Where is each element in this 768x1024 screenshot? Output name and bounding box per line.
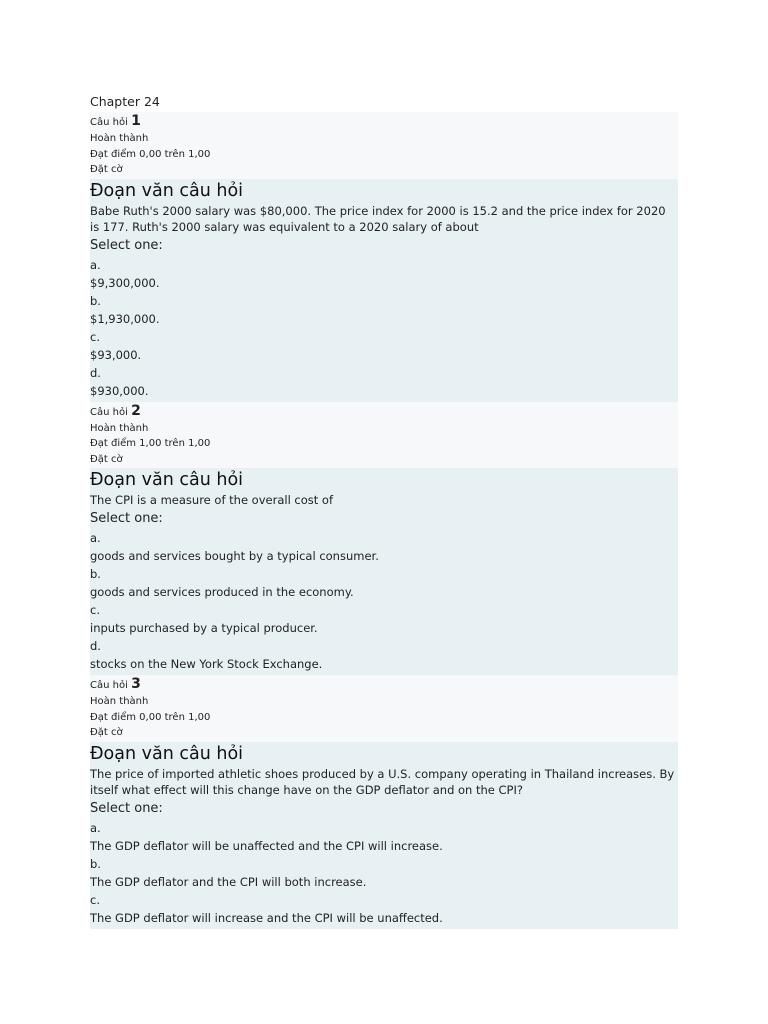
flag-question-link[interactable]: Đặt cờ bbox=[90, 164, 123, 175]
question-text: The CPI is a measure of the overall cost of bbox=[90, 493, 334, 507]
question-content bbox=[90, 468, 678, 675]
question-grade: Đạt điểm 0,00 trên 1,00 bbox=[90, 148, 211, 160]
option-b-letter[interactable]: b. bbox=[90, 293, 101, 308]
question-grade: Đạt điểm 1,00 trên 1,00 bbox=[90, 438, 211, 449]
option-b-text[interactable]: $1,930,000. bbox=[90, 311, 160, 326]
question-status: Hoàn thành bbox=[90, 696, 149, 707]
question-number-line bbox=[90, 676, 678, 694]
question-number: 1 bbox=[131, 113, 141, 129]
option-d-letter[interactable]: d. bbox=[90, 639, 101, 653]
select-one-label: Select one: bbox=[90, 511, 163, 526]
option-b-letter[interactable]: b. bbox=[90, 856, 101, 871]
option-a-text[interactable]: goods and services bought by a typical consumer. bbox=[90, 549, 379, 563]
question-block-3 bbox=[90, 675, 678, 929]
question-content bbox=[90, 742, 678, 929]
question-text-heading: Đoạn văn câu hỏi bbox=[90, 470, 244, 490]
option-d-letter[interactable]: d. bbox=[90, 365, 101, 380]
question-number: 2 bbox=[131, 402, 141, 419]
question-text: The price of imported athletic shoes produced by a U.S. company operating in Thailand increases. By itself what effect will this change have on the GDP deflator and on the CPI? bbox=[90, 766, 675, 797]
question-info bbox=[90, 402, 678, 469]
option-d-text[interactable]: $930,000. bbox=[90, 383, 149, 398]
option-c-letter[interactable]: c. bbox=[90, 603, 100, 617]
option-a-letter[interactable]: a. bbox=[90, 257, 101, 272]
question-text-heading: Đoạn văn câu hỏi bbox=[90, 743, 244, 764]
question-content bbox=[90, 179, 678, 402]
option-a-text[interactable]: The GDP deflator will be unaffected and the CPI will increase. bbox=[90, 838, 443, 853]
option-c-text[interactable]: inputs purchased by a typical producer. bbox=[90, 621, 318, 635]
question-block-2 bbox=[90, 402, 678, 676]
question-number: 3 bbox=[131, 676, 141, 692]
question-status: Hoàn thành bbox=[90, 422, 149, 434]
option-a-letter[interactable]: a. bbox=[90, 531, 101, 545]
flag-question-link[interactable]: Đặt cờ bbox=[90, 453, 123, 465]
question-label: Câu hỏi bbox=[90, 680, 128, 691]
option-c-letter[interactable]: c. bbox=[90, 892, 100, 907]
chapter-title: Chapter 24 bbox=[90, 94, 160, 109]
option-c-letter[interactable]: c. bbox=[90, 329, 100, 344]
question-info bbox=[90, 112, 678, 179]
question-number-line bbox=[90, 113, 678, 131]
flag-question-link[interactable]: Đặt cờ bbox=[90, 727, 123, 738]
option-d-text[interactable]: stocks on the New York Stock Exchange. bbox=[90, 657, 323, 671]
quiz-review-page bbox=[90, 94, 678, 929]
question-info bbox=[90, 675, 678, 742]
question-text: Babe Ruth's 2000 salary was $80,000. The price index for 2000 is 15.2 and the price index for 2020 is 177. Ruth's 2000 salary was equivalent to a 2020 salary of about bbox=[90, 203, 666, 234]
select-one-label: Select one: bbox=[90, 800, 163, 816]
option-a-text[interactable]: $9,300,000. bbox=[90, 275, 160, 290]
option-b-letter[interactable]: b. bbox=[90, 567, 101, 581]
question-status: Hoàn thành bbox=[90, 133, 149, 144]
question-grade: Đạt điểm 0,00 trên 1,00 bbox=[90, 711, 211, 723]
option-a-letter[interactable]: a. bbox=[90, 820, 101, 835]
option-b-text[interactable]: The GDP deflator and the CPI will both increase. bbox=[90, 874, 367, 889]
question-block-1 bbox=[90, 112, 678, 402]
select-one-label: Select one: bbox=[90, 237, 163, 253]
option-b-text[interactable]: goods and services produced in the economy. bbox=[90, 585, 354, 599]
question-text-heading: Đoạn văn câu hỏi bbox=[90, 180, 244, 201]
option-c-text[interactable]: $93,000. bbox=[90, 347, 142, 362]
question-label: Câu hỏi bbox=[90, 406, 128, 418]
question-label: Câu hỏi bbox=[90, 117, 128, 128]
option-c-text[interactable]: The GDP deflator will increase and the CPI will be unaffected. bbox=[90, 910, 443, 925]
question-number-line bbox=[90, 403, 678, 421]
